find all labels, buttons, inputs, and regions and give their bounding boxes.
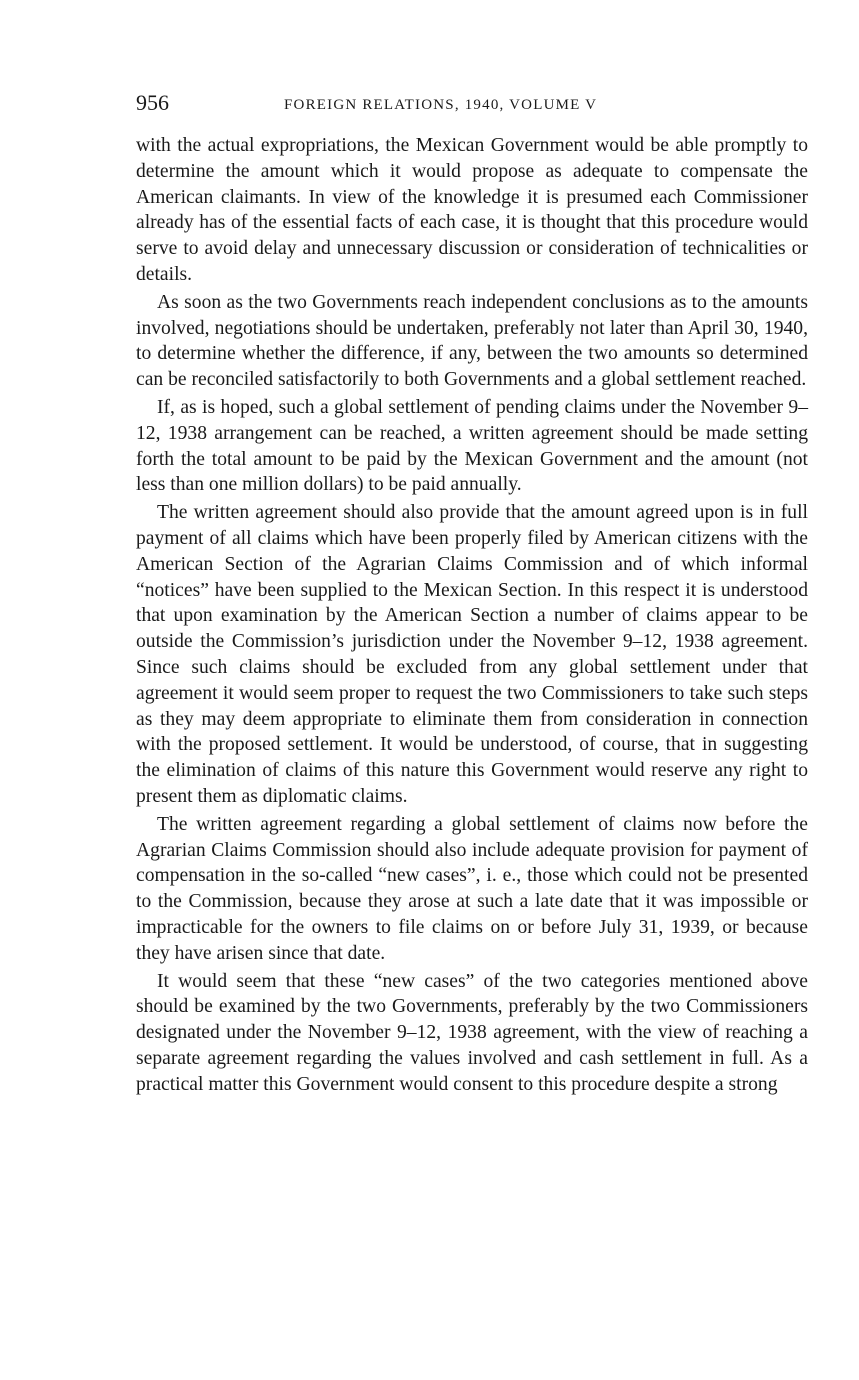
running-title: FOREIGN RELATIONS, 1940, VOLUME V — [284, 97, 598, 113]
paragraph: It would seem that these “new cases” of the two categories mentioned above should be examined by the two Governments, preferably by the two Commissioners designated under the November 9–12, 1938 agreement, with the view of reaching a separate agreement regarding the values involved and cash settlement in full. As a practical matter this Government would consent to this procedure despite a strong — [136, 970, 808, 1095]
paragraph: The written agreement should also provide that the amount agreed upon is in full payment of all claims which have been properly filed by American citizens with the American Section of the Agrarian Claims Commission and of which informal “notices” have been supplied to the Mexican Section. In this respect it is understood that upon examination by the American Section a number of claims appear to be outside the Commission’s jurisdiction under the November 9–12, 1938 agreement. Since such claims should be excluded from any global settlement under that agreement it would seem proper to request the two Commissioners to take such steps as they may deem appropriate to eliminate them from consideration in connection with the proposed settlement. It would be understood, of course, that in suggesting the elimination of claims of this nature this Government would reserve any right to present them as diplomatic claims. — [136, 502, 808, 807]
running-head — [136, 88, 808, 118]
paragraph: If, as is hoped, such a global settlement of pending claims under the November 9–12, 1938 arrangement can be reached, a written agreement should be made setting forth the total amount to be paid by the Mexican Government and the amount (not less than one million dollars) to be paid annually. — [136, 396, 808, 496]
paragraph: with the actual expropriations, the Mexican Government would be able promptly to determine the amount which it would propose as adequate to compensate the American claimants. In view of the knowledge it is presumed each Commissioner already has of the essential facts of each case, it is thought that this procedure would serve to avoid delay and unnecessary discussion or consideration of technicalities or details. — [136, 135, 808, 285]
paragraph: As soon as the two Governments reach independent conclusions as to the amounts involved, negotiations should be undertaken, preferably not later than April 30, 1940, to determine whether the difference, if any, between the two amounts so determined can be reconciled satisfactorily to both Governments and a global settlement reached. — [136, 291, 808, 391]
body-text — [136, 133, 808, 1099]
page-number: 956 — [136, 90, 169, 115]
paragraph: The written agreement regarding a global settlement of claims now before the Agrarian Claims Commission should also include adequate provision for payment of compensation in the so-called “new cases”, i. e., those which could not be presented to the Commission, because they arose at such a late date that it was impossible or impracticable for the owners to file claims on or before July 31, 1939, or because they have arisen since that date. — [136, 813, 808, 964]
